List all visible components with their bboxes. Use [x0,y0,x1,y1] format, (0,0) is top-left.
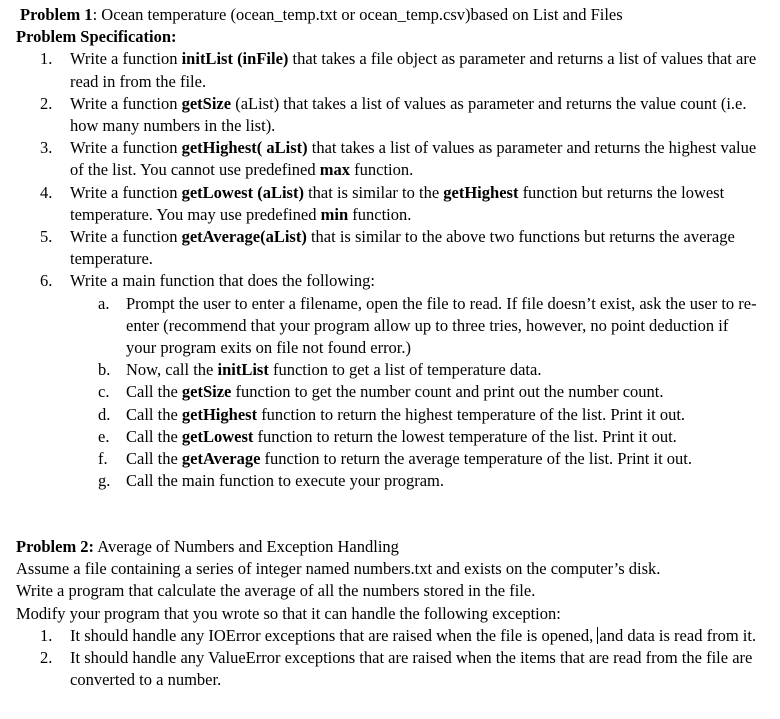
problem-1-list [16,48,776,492]
list-item: 1. Write a function initList (inFile) that takes a file object as parameter and returns a list of values that are read in from the file. [40,49,757,91]
problem-2-paragraph: Assume a file containing a series of integer named numbers.txt and exists on the computer’s disk. [16,559,661,579]
problem-1-section [16,4,776,492]
problem-1-label: Problem 1 [20,5,93,24]
list-item: 4. Write a function getLowest (aList) that is similar to the getHighest function but returns the lowest temperature. You may use predefined min function. [40,182,725,224]
sub-list-item: a. Prompt the user to enter a filename, open the file to read. If file doesn’t exist, ask the user to re-enter (recommend that your program allow up to three tries, however, no point deduction if your program exits on file not found error.) [98,293,757,358]
problem-1-title [16,4,776,26]
problem-2-list [16,625,776,692]
list-item: 2. It should handle any ValueError exceptions that are raised when the items that are read from the file are converted to a number. [40,648,753,690]
problem-2-paragraph: Write a program that calculate the average of all the numbers stored in the file. [16,581,536,601]
problem-2-title [16,536,776,558]
problem-2-label: Problem 2: [16,537,95,556]
problem-1-title-text: : Ocean temperature (ocean_temp.txt or ocean_temp.csv)based on List and Files [92,5,623,24]
sub-list-item: f. Call the getAverage function to return the average temperature of the list. Print it out. [98,449,693,469]
sub-list-item: e. Call the getLowest function to return the lowest temperature of the list. Print it out. [98,426,677,446]
main-function-sublist [70,293,760,493]
problem-2-paragraph: Modify your program that you wrote so that it can handle the following exception: [16,603,561,623]
sub-list-item: c. Call the getSize function to get the number count and print out the number count. [98,382,664,402]
problem-2-section [16,536,776,691]
problem-specification-heading: Problem Specification: [16,27,177,47]
sub-list-item: g. Call the main function to execute your program. [98,471,444,491]
list-item: 5. Write a function getAverage(aList) that is similar to the above two functions but returns the average temperature. [40,227,735,269]
list-item: 3. Write a function getHighest( aList) that takes a list of values as parameter and returns the highest value of the list. You cannot use predefined max function. [40,138,757,180]
list-item: 2. Write a function getSize (aList) that takes a list of values as parameter and returns the value count (i.e. how many numbers in the list). [40,93,747,136]
main-function-item: 6. Write a main function that does the following: a. Prompt the user to enter a filename, open the file to read. If file doesn’t exist, ask the user to re-enter (recommend that your program allow up to three tries, however, no point deduction if your program exits on file not found error.) b. Now, call the initList function to get a list of temperature data. c. Call the getSize function to get the number count and print out the number count. d. Call the getHighest function to return the highest temperature of the list. Print it out. e. Call the getLowest function to return the lowest temperature of the list. Print it out. f. Call the getAverage function to return the average temperature of the list. Print it out. g. Call the main function to execute your program. [16,270,760,492]
problem-2-title-text: Average of Numbers and Exception Handling [94,537,399,556]
sub-list-item: d. Call the getHighest function to return the highest temperature of the list. Print it out. [98,404,686,424]
list-item: 1. It should handle any IOError exceptions that are raised when the file is opened, and data is read from it. [40,625,757,645]
sub-list-item: b. Now, call the initList function to get a list of temperature data. [98,360,542,380]
